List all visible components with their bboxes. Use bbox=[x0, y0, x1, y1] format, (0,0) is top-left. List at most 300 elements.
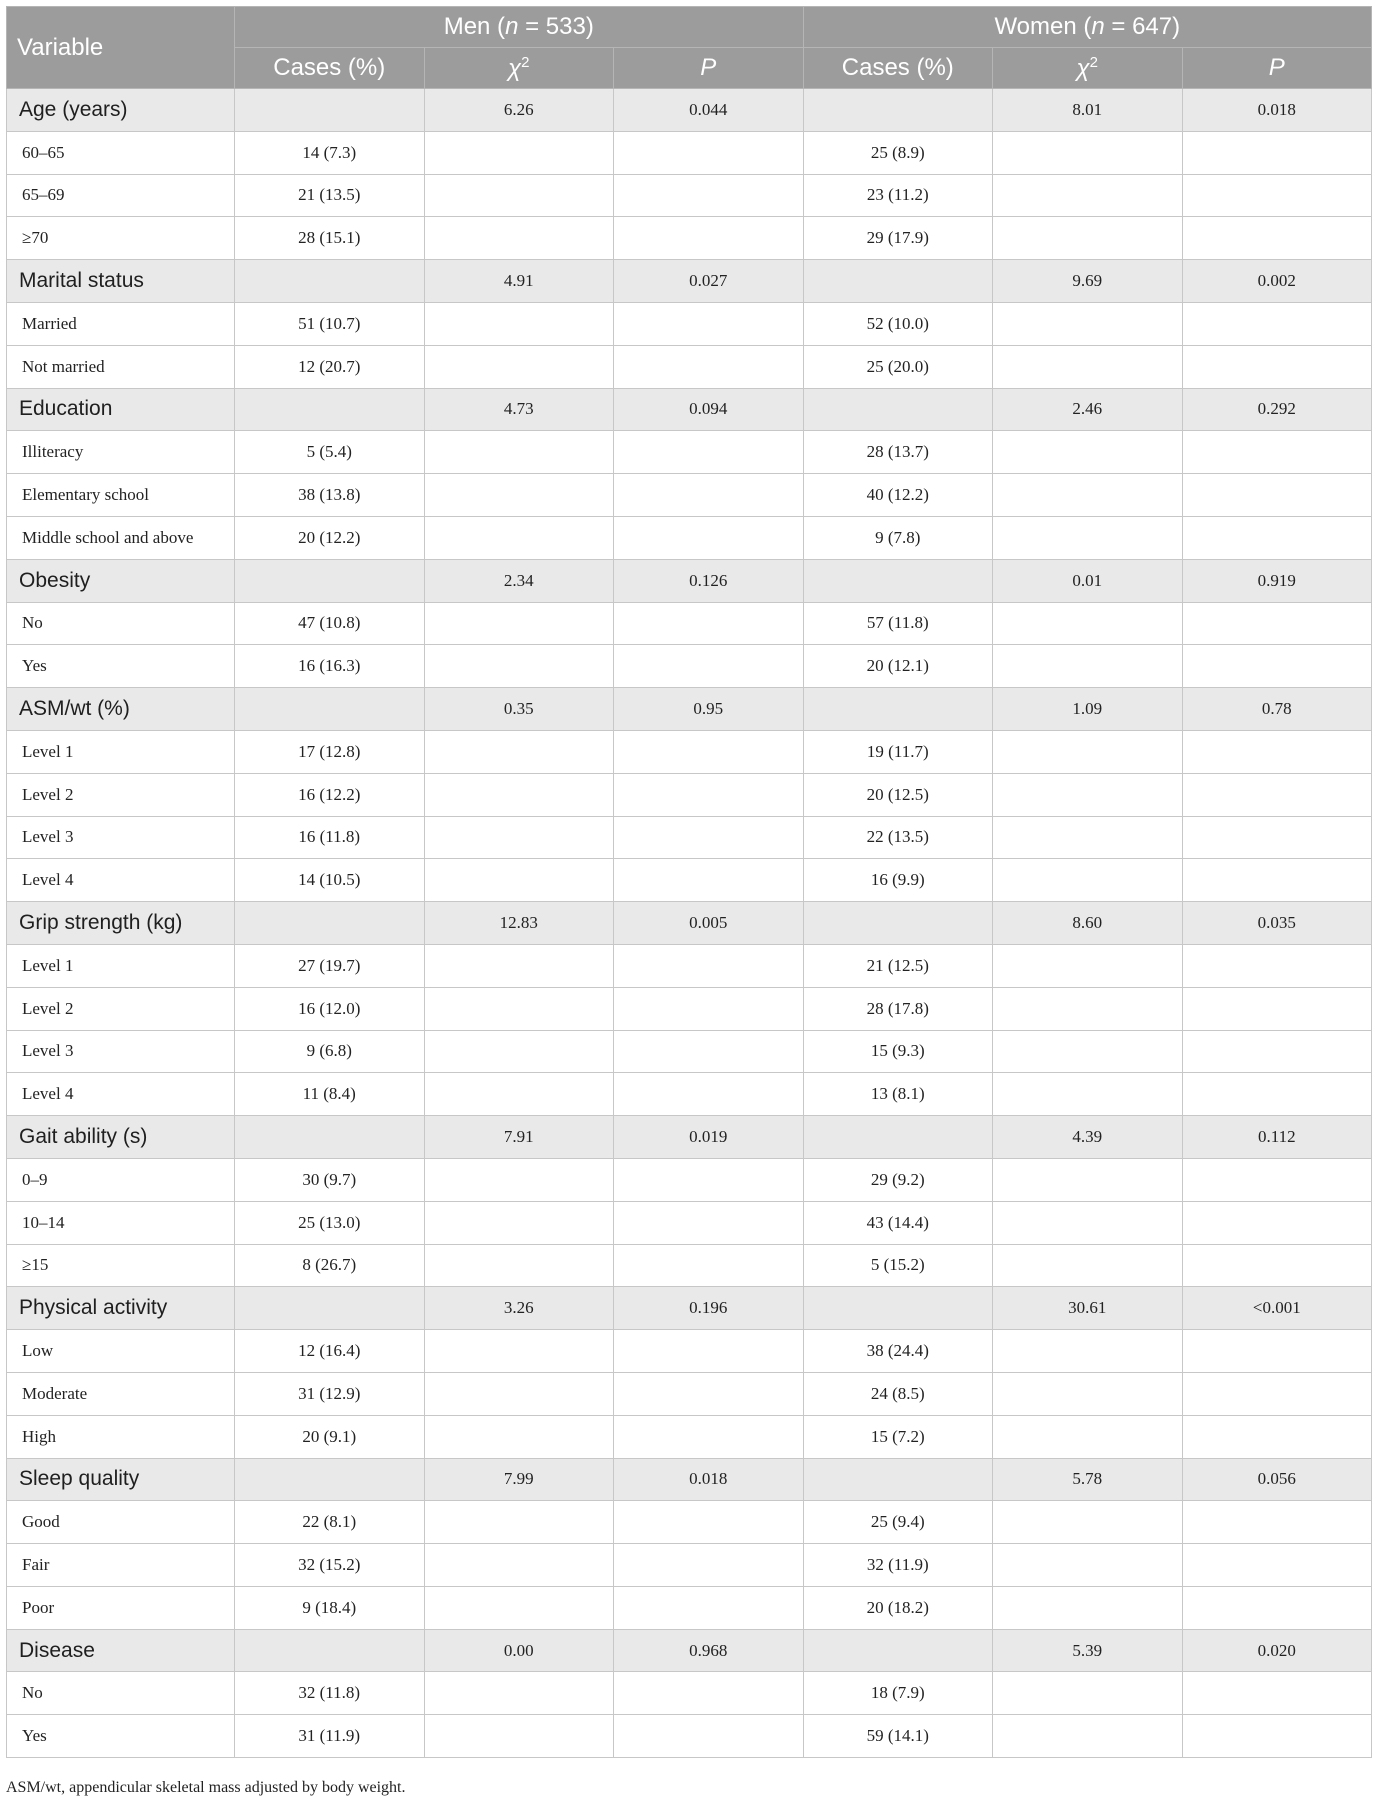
men-chi2-cell bbox=[424, 1201, 614, 1244]
row-label: Level 3 bbox=[7, 1030, 235, 1073]
table-row bbox=[7, 1030, 1372, 1073]
category-row bbox=[7, 1458, 1372, 1501]
men-p-cell bbox=[614, 730, 804, 773]
men-cases-value: 21 (13.5) bbox=[235, 174, 425, 217]
table-row bbox=[7, 816, 1372, 859]
table-row bbox=[7, 1201, 1372, 1244]
men-cases-value: 47 (10.8) bbox=[235, 602, 425, 645]
table-body bbox=[7, 89, 1372, 1758]
row-label: Level 1 bbox=[7, 730, 235, 773]
row-label: Middle school and above bbox=[7, 516, 235, 559]
row-label: High bbox=[7, 1415, 235, 1458]
women-chi2-cell bbox=[993, 302, 1183, 345]
women-p-cell bbox=[1182, 816, 1372, 859]
men-chi2-cell bbox=[424, 1586, 614, 1629]
men-p-cell bbox=[614, 1244, 804, 1287]
men-chi2-cell bbox=[424, 1372, 614, 1415]
women-cases-value: 57 (11.8) bbox=[803, 602, 993, 645]
category-label: Grip strength (kg) bbox=[7, 902, 235, 945]
men-cases-cell bbox=[235, 559, 425, 602]
category-row bbox=[7, 688, 1372, 731]
table-row bbox=[7, 1415, 1372, 1458]
men-p-cell bbox=[614, 431, 804, 474]
women-p-cell bbox=[1182, 944, 1372, 987]
table-header bbox=[7, 7, 1372, 89]
men-chi2-value: 6.26 bbox=[424, 89, 614, 132]
men-cases-value: 28 (15.1) bbox=[235, 217, 425, 260]
men-cases-value: 31 (11.9) bbox=[235, 1715, 425, 1758]
women-cases-cell bbox=[803, 902, 993, 945]
women-cases-value: 32 (11.9) bbox=[803, 1544, 993, 1587]
men-cases-value: 25 (13.0) bbox=[235, 1201, 425, 1244]
men-chi2-cell bbox=[424, 1330, 614, 1373]
men-cases-cell bbox=[235, 260, 425, 303]
women-p-value: 0.78 bbox=[1182, 688, 1372, 731]
women-p-value: 0.056 bbox=[1182, 1458, 1372, 1501]
row-label: Fair bbox=[7, 1544, 235, 1587]
women-chi2-value: 1.09 bbox=[993, 688, 1183, 731]
row-label: Level 4 bbox=[7, 1073, 235, 1116]
category-label: Disease bbox=[7, 1629, 235, 1672]
women-cases-cell bbox=[803, 1287, 993, 1330]
table-row bbox=[7, 730, 1372, 773]
men-cases-value: 16 (11.8) bbox=[235, 816, 425, 859]
women-chi2-cell bbox=[993, 1415, 1183, 1458]
row-label: Level 2 bbox=[7, 773, 235, 816]
women-p-cell bbox=[1182, 1244, 1372, 1287]
women-p-value: 0.035 bbox=[1182, 902, 1372, 945]
women-p-cell bbox=[1182, 1415, 1372, 1458]
men-cases-value: 38 (13.8) bbox=[235, 474, 425, 517]
header-women-cases: Cases (%) bbox=[803, 48, 993, 89]
men-p-cell bbox=[614, 1415, 804, 1458]
women-cases-value: 21 (12.5) bbox=[803, 944, 993, 987]
men-cases-value: 8 (26.7) bbox=[235, 1244, 425, 1287]
table-row bbox=[7, 1158, 1372, 1201]
men-chi2-cell bbox=[424, 1544, 614, 1587]
men-chi2-cell bbox=[424, 1415, 614, 1458]
row-label: No bbox=[7, 602, 235, 645]
women-cases-value: 59 (14.1) bbox=[803, 1715, 993, 1758]
men-cases-value: 16 (12.0) bbox=[235, 987, 425, 1030]
category-label: Education bbox=[7, 388, 235, 431]
women-p-cell bbox=[1182, 987, 1372, 1030]
row-label: Moderate bbox=[7, 1372, 235, 1415]
women-cases-value: 20 (18.2) bbox=[803, 1586, 993, 1629]
women-chi2-value: 5.78 bbox=[993, 1458, 1183, 1501]
men-chi2-cell bbox=[424, 1672, 614, 1715]
table-row bbox=[7, 1672, 1372, 1715]
men-cases-value: 20 (12.2) bbox=[235, 516, 425, 559]
men-chi2-cell bbox=[424, 730, 614, 773]
men-p-cell bbox=[614, 302, 804, 345]
men-cases-value: 32 (11.8) bbox=[235, 1672, 425, 1715]
women-cases-value: 29 (17.9) bbox=[803, 217, 993, 260]
women-p-value: 0.020 bbox=[1182, 1629, 1372, 1672]
table-row bbox=[7, 1073, 1372, 1116]
men-p-cell bbox=[614, 987, 804, 1030]
women-cases-value: 24 (8.5) bbox=[803, 1372, 993, 1415]
women-chi2-cell bbox=[993, 602, 1183, 645]
women-chi2-value: 4.39 bbox=[993, 1116, 1183, 1159]
row-label: 65–69 bbox=[7, 174, 235, 217]
category-row bbox=[7, 260, 1372, 303]
header-women-group: Women (n = 647) bbox=[803, 7, 1372, 48]
table-row bbox=[7, 773, 1372, 816]
table-row bbox=[7, 1586, 1372, 1629]
header-men-group: Men (n = 533) bbox=[235, 7, 804, 48]
women-p-cell bbox=[1182, 730, 1372, 773]
men-chi2-cell bbox=[424, 1030, 614, 1073]
men-p-cell bbox=[614, 474, 804, 517]
women-chi2-cell bbox=[993, 1715, 1183, 1758]
table-row bbox=[7, 474, 1372, 517]
men-p-cell bbox=[614, 174, 804, 217]
women-p-cell bbox=[1182, 773, 1372, 816]
women-chi2-value: 9.69 bbox=[993, 260, 1183, 303]
men-cases-value: 27 (19.7) bbox=[235, 944, 425, 987]
category-label: Age (years) bbox=[7, 89, 235, 132]
men-chi2-cell bbox=[424, 345, 614, 388]
women-chi2-value: 8.60 bbox=[993, 902, 1183, 945]
men-cases-value: 9 (6.8) bbox=[235, 1030, 425, 1073]
women-cases-value: 28 (13.7) bbox=[803, 431, 993, 474]
men-p-cell bbox=[614, 645, 804, 688]
women-p-cell bbox=[1182, 1672, 1372, 1715]
men-p-value: 0.005 bbox=[614, 902, 804, 945]
row-label: Poor bbox=[7, 1586, 235, 1629]
women-p-cell bbox=[1182, 1330, 1372, 1373]
men-chi2-cell bbox=[424, 944, 614, 987]
table-row bbox=[7, 131, 1372, 174]
women-chi2-value: 30.61 bbox=[993, 1287, 1183, 1330]
men-cases-value: 20 (9.1) bbox=[235, 1415, 425, 1458]
men-chi2-value: 7.99 bbox=[424, 1458, 614, 1501]
women-cases-value: 29 (9.2) bbox=[803, 1158, 993, 1201]
results-table-container bbox=[6, 6, 1371, 1758]
row-label: Level 4 bbox=[7, 859, 235, 902]
table-row bbox=[7, 987, 1372, 1030]
men-chi2-cell bbox=[424, 516, 614, 559]
women-p-cell bbox=[1182, 131, 1372, 174]
men-p-cell bbox=[614, 516, 804, 559]
men-chi2-value: 0.35 bbox=[424, 688, 614, 731]
women-p-cell bbox=[1182, 474, 1372, 517]
women-cases-value: 52 (10.0) bbox=[803, 302, 993, 345]
men-cases-value: 14 (10.5) bbox=[235, 859, 425, 902]
men-cases-value: 22 (8.1) bbox=[235, 1501, 425, 1544]
women-chi2-cell bbox=[993, 131, 1183, 174]
men-cases-cell bbox=[235, 1287, 425, 1330]
men-p-cell bbox=[614, 859, 804, 902]
table-row bbox=[7, 302, 1372, 345]
women-p-cell bbox=[1182, 1372, 1372, 1415]
table-row bbox=[7, 645, 1372, 688]
women-chi2-cell bbox=[993, 1330, 1183, 1373]
women-p-cell bbox=[1182, 217, 1372, 260]
women-p-cell bbox=[1182, 645, 1372, 688]
header-women-chi2: $\chi^2$ bbox=[993, 48, 1183, 89]
men-chi2-value: 12.83 bbox=[424, 902, 614, 945]
category-label: ASM/wt (%) bbox=[7, 688, 235, 731]
table-row bbox=[7, 217, 1372, 260]
row-label: Not married bbox=[7, 345, 235, 388]
men-p-cell bbox=[614, 1501, 804, 1544]
category-row bbox=[7, 1287, 1372, 1330]
men-p-value: 0.094 bbox=[614, 388, 804, 431]
women-chi2-value: 2.46 bbox=[993, 388, 1183, 431]
women-chi2-value: 8.01 bbox=[993, 89, 1183, 132]
category-row bbox=[7, 1116, 1372, 1159]
women-cases-value: 43 (14.4) bbox=[803, 1201, 993, 1244]
women-cases-cell bbox=[803, 1116, 993, 1159]
men-chi2-cell bbox=[424, 1715, 614, 1758]
men-chi2-cell bbox=[424, 645, 614, 688]
category-row bbox=[7, 1629, 1372, 1672]
men-p-value: 0.126 bbox=[614, 559, 804, 602]
table-row bbox=[7, 944, 1372, 987]
category-label: Marital status bbox=[7, 260, 235, 303]
category-label: Gait ability (s) bbox=[7, 1116, 235, 1159]
women-chi2-cell bbox=[993, 1244, 1183, 1287]
men-p-cell bbox=[614, 1158, 804, 1201]
men-cases-cell bbox=[235, 902, 425, 945]
women-p-cell bbox=[1182, 1586, 1372, 1629]
women-p-cell bbox=[1182, 174, 1372, 217]
men-p-cell bbox=[614, 773, 804, 816]
women-cases-value: 19 (11.7) bbox=[803, 730, 993, 773]
men-chi2-cell bbox=[424, 773, 614, 816]
men-chi2-value: 0.00 bbox=[424, 1629, 614, 1672]
header-men-p: P bbox=[614, 48, 804, 89]
women-chi2-cell bbox=[993, 987, 1183, 1030]
men-chi2-value: 3.26 bbox=[424, 1287, 614, 1330]
women-p-cell bbox=[1182, 302, 1372, 345]
table-row bbox=[7, 516, 1372, 559]
men-cases-value: 12 (20.7) bbox=[235, 345, 425, 388]
women-p-value: <0.001 bbox=[1182, 1287, 1372, 1330]
row-label: 60–65 bbox=[7, 131, 235, 174]
row-label: Illiteracy bbox=[7, 431, 235, 474]
women-cases-value: 22 (13.5) bbox=[803, 816, 993, 859]
row-label: Level 3 bbox=[7, 816, 235, 859]
table-row bbox=[7, 1501, 1372, 1544]
women-chi2-cell bbox=[993, 1158, 1183, 1201]
women-cases-value: 18 (7.9) bbox=[803, 1672, 993, 1715]
table-row bbox=[7, 1715, 1372, 1758]
men-p-value: 0.027 bbox=[614, 260, 804, 303]
women-chi2-cell bbox=[993, 944, 1183, 987]
table-row bbox=[7, 1244, 1372, 1287]
row-label: No bbox=[7, 1672, 235, 1715]
women-p-value: 0.018 bbox=[1182, 89, 1372, 132]
men-chi2-value: 2.34 bbox=[424, 559, 614, 602]
men-cases-cell bbox=[235, 388, 425, 431]
row-label: Married bbox=[7, 302, 235, 345]
women-chi2-cell bbox=[993, 431, 1183, 474]
table-row bbox=[7, 1330, 1372, 1373]
women-cases-value: 25 (20.0) bbox=[803, 345, 993, 388]
table-row bbox=[7, 345, 1372, 388]
men-chi2-cell bbox=[424, 816, 614, 859]
women-chi2-cell bbox=[993, 1672, 1183, 1715]
women-p-cell bbox=[1182, 1201, 1372, 1244]
category-row bbox=[7, 902, 1372, 945]
women-chi2-value: 5.39 bbox=[993, 1629, 1183, 1672]
row-label: Yes bbox=[7, 1715, 235, 1758]
men-p-cell bbox=[614, 1030, 804, 1073]
women-chi2-cell bbox=[993, 1201, 1183, 1244]
men-chi2-value: 4.73 bbox=[424, 388, 614, 431]
men-p-cell bbox=[614, 816, 804, 859]
women-chi2-cell bbox=[993, 1372, 1183, 1415]
women-cases-cell bbox=[803, 388, 993, 431]
men-p-cell bbox=[614, 1672, 804, 1715]
men-cases-cell bbox=[235, 1629, 425, 1672]
women-chi2-value: 0.01 bbox=[993, 559, 1183, 602]
men-chi2-cell bbox=[424, 1244, 614, 1287]
women-cases-cell bbox=[803, 559, 993, 602]
women-chi2-cell bbox=[993, 773, 1183, 816]
men-p-cell bbox=[614, 602, 804, 645]
women-chi2-cell bbox=[993, 730, 1183, 773]
row-label: ≥15 bbox=[7, 1244, 235, 1287]
men-chi2-value: 7.91 bbox=[424, 1116, 614, 1159]
category-label: Physical activity bbox=[7, 1287, 235, 1330]
men-chi2-cell bbox=[424, 1158, 614, 1201]
men-p-cell bbox=[614, 345, 804, 388]
men-p-value: 0.044 bbox=[614, 89, 804, 132]
table-row bbox=[7, 174, 1372, 217]
men-cases-cell bbox=[235, 1458, 425, 1501]
women-chi2-cell bbox=[993, 645, 1183, 688]
women-p-cell bbox=[1182, 1715, 1372, 1758]
women-cases-value: 28 (17.8) bbox=[803, 987, 993, 1030]
men-chi2-cell bbox=[424, 131, 614, 174]
men-p-cell bbox=[614, 1544, 804, 1587]
men-cases-value: 5 (5.4) bbox=[235, 431, 425, 474]
women-p-cell bbox=[1182, 431, 1372, 474]
women-p-cell bbox=[1182, 1073, 1372, 1116]
women-chi2-cell bbox=[993, 1544, 1183, 1587]
women-chi2-cell bbox=[993, 474, 1183, 517]
row-label: Yes bbox=[7, 645, 235, 688]
women-p-value: 0.112 bbox=[1182, 1116, 1372, 1159]
women-p-cell bbox=[1182, 1030, 1372, 1073]
table-row bbox=[7, 1544, 1372, 1587]
row-label: Low bbox=[7, 1330, 235, 1373]
men-p-cell bbox=[614, 1586, 804, 1629]
women-cases-value: 40 (12.2) bbox=[803, 474, 993, 517]
women-p-cell bbox=[1182, 516, 1372, 559]
women-chi2-cell bbox=[993, 217, 1183, 260]
men-cases-value: 32 (15.2) bbox=[235, 1544, 425, 1587]
women-chi2-cell bbox=[993, 859, 1183, 902]
men-p-cell bbox=[614, 944, 804, 987]
women-cases-value: 9 (7.8) bbox=[803, 516, 993, 559]
women-cases-value: 16 (9.9) bbox=[803, 859, 993, 902]
men-cases-value: 11 (8.4) bbox=[235, 1073, 425, 1116]
men-cases-value: 16 (16.3) bbox=[235, 645, 425, 688]
table-row bbox=[7, 602, 1372, 645]
table-row bbox=[7, 431, 1372, 474]
men-p-cell bbox=[614, 1372, 804, 1415]
men-p-cell bbox=[614, 1330, 804, 1373]
women-cases-value: 38 (24.4) bbox=[803, 1330, 993, 1373]
men-p-value: 0.018 bbox=[614, 1458, 804, 1501]
header-men-chi2: $\chi^2$ bbox=[424, 48, 614, 89]
row-label: 0–9 bbox=[7, 1158, 235, 1201]
women-chi2-cell bbox=[993, 516, 1183, 559]
women-p-value: 0.919 bbox=[1182, 559, 1372, 602]
men-p-value: 0.968 bbox=[614, 1629, 804, 1672]
men-chi2-value: 4.91 bbox=[424, 260, 614, 303]
women-cases-cell bbox=[803, 89, 993, 132]
header-men-cases: Cases (%) bbox=[235, 48, 425, 89]
women-cases-value: 20 (12.5) bbox=[803, 773, 993, 816]
women-cases-value: 25 (9.4) bbox=[803, 1501, 993, 1544]
women-cases-value: 23 (11.2) bbox=[803, 174, 993, 217]
men-cases-value: 16 (12.2) bbox=[235, 773, 425, 816]
row-label: ≥70 bbox=[7, 217, 235, 260]
men-cases-value: 14 (7.3) bbox=[235, 131, 425, 174]
women-chi2-cell bbox=[993, 1586, 1183, 1629]
women-p-cell bbox=[1182, 1501, 1372, 1544]
table-footnote: ASM/wt, appendicular skeletal mass adjusted by body weight. bbox=[6, 1779, 406, 1796]
men-chi2-cell bbox=[424, 602, 614, 645]
women-p-value: 0.292 bbox=[1182, 388, 1372, 431]
men-cases-cell bbox=[235, 688, 425, 731]
table-row bbox=[7, 859, 1372, 902]
women-chi2-cell bbox=[993, 816, 1183, 859]
women-p-cell bbox=[1182, 602, 1372, 645]
women-cases-value: 20 (12.1) bbox=[803, 645, 993, 688]
men-chi2-cell bbox=[424, 431, 614, 474]
men-p-cell bbox=[614, 1201, 804, 1244]
women-chi2-cell bbox=[993, 1073, 1183, 1116]
men-cases-value: 31 (12.9) bbox=[235, 1372, 425, 1415]
men-cases-value: 17 (12.8) bbox=[235, 730, 425, 773]
header-women-p: P bbox=[1182, 48, 1372, 89]
men-p-value: 0.019 bbox=[614, 1116, 804, 1159]
men-cases-value: 9 (18.4) bbox=[235, 1586, 425, 1629]
table-row bbox=[7, 1372, 1372, 1415]
men-chi2-cell bbox=[424, 474, 614, 517]
women-cases-value: 15 (9.3) bbox=[803, 1030, 993, 1073]
men-p-cell bbox=[614, 1715, 804, 1758]
women-chi2-cell bbox=[993, 1501, 1183, 1544]
women-chi2-cell bbox=[993, 1030, 1183, 1073]
category-label: Sleep quality bbox=[7, 1458, 235, 1501]
women-cases-cell bbox=[803, 260, 993, 303]
men-p-value: 0.196 bbox=[614, 1287, 804, 1330]
men-p-value: 0.95 bbox=[614, 688, 804, 731]
women-cases-cell bbox=[803, 1458, 993, 1501]
men-cases-cell bbox=[235, 89, 425, 132]
women-cases-value: 25 (8.9) bbox=[803, 131, 993, 174]
category-label: Obesity bbox=[7, 559, 235, 602]
women-p-value: 0.002 bbox=[1182, 260, 1372, 303]
women-cases-value: 15 (7.2) bbox=[803, 1415, 993, 1458]
men-p-cell bbox=[614, 1073, 804, 1116]
men-chi2-cell bbox=[424, 1073, 614, 1116]
women-p-cell bbox=[1182, 859, 1372, 902]
results-table bbox=[6, 6, 1372, 1758]
men-chi2-cell bbox=[424, 1501, 614, 1544]
men-p-cell bbox=[614, 131, 804, 174]
men-chi2-cell bbox=[424, 174, 614, 217]
category-row bbox=[7, 559, 1372, 602]
